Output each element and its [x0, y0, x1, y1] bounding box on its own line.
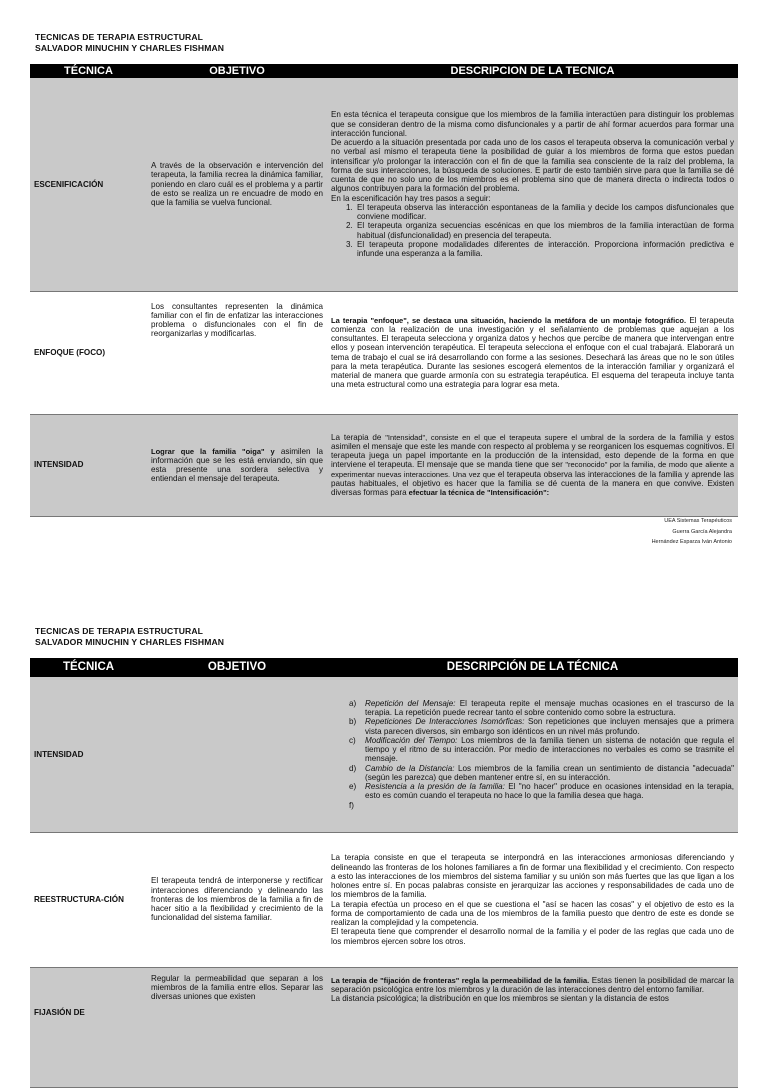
item-term: Repeticiones De Interacciones Isomórficas: — [365, 717, 525, 727]
step-item: 1. El terapeuta observa las interacción espontaneas de la familia y decide los campos disfuncionales que conviene modificar. — [355, 203, 734, 222]
step-item: 2. El terapeuta organiza secuencias escénicas en que los miembros de la familia interactúan de forma habitual (disfuncionalidad) en presencia del terapeuta. — [355, 221, 734, 240]
item-text: Son repeticiones que incluyen mensajes que a primera vista parecen diversos, sin embargo son idénticos en un nivel más profundo. — [365, 717, 734, 736]
technique-objective: Regular la permeabilidad que separan a los miembros de la familia entre ellos. Separar las diversas uniones que existen — [147, 967, 327, 1087]
techniques-table — [30, 64, 738, 517]
item-marker: b) — [349, 717, 357, 727]
list-item — [349, 698, 734, 718]
description-text: "Intensidad", consiste en el que el terapeuta supere el umbral de la sordera de la — [385, 432, 676, 442]
footer-line: Hernández Esparza Iván Antonio — [651, 539, 732, 546]
item-marker: f) — [349, 800, 354, 810]
technique-name: ESCENIFICACIÓN — [30, 78, 147, 291]
table-row — [30, 291, 738, 414]
title-line-1: TECNICAS DE TERAPIA ESTRUCTURAL — [35, 32, 203, 42]
description-text: "reconocido" por la familia, de modo que aliente a experimentar nuevas interacciones. Una vez que — [331, 460, 735, 479]
description-text: Estas tienen la posibilidad de marcar la separación psicológica entre los miembros y la duración de las interacciones dentro del entorno familiar. — [331, 975, 734, 994]
technique-objective: A través de la observación e intervención del terapeuta, la familia recrea la dinámica familiar, poniendo en claro cuál es el problema y a partir de esto se realiza un re encuadre de modo en que la familia se vuelva funcional. — [147, 78, 327, 291]
technique-name: FIJASIÓN DE — [30, 967, 147, 1087]
list-item — [349, 800, 734, 810]
description-paragraph: En la escenificación hay tres pasos a seguir: — [331, 193, 491, 203]
objective-text: asimilen la información que se les está enviando, sin que esta presente una sordera selectiva y entiendan el mensaje del terapeuta. — [151, 446, 323, 484]
description-lead: La terapia "enfoque", se destaca una situación, haciendo la metáfora de un montaje fotográfico. — [331, 315, 687, 325]
item-marker: d) — [349, 763, 357, 773]
description-text: El terapeuta comienza con la realización de una investigación y el señalamiento de problemas que aquejan a los consultantes. El terapeuta selecciona y organiza datos y hechos que percibe de manera que intervengan entre ellos y posean intervención terapéutica. El terapeuta selecciona el enfoque con el cual trabajará. Elaborará un tema de trabajo el cual se irá desarrollando con forme a las sesiones. Desechará las áreas que no le son útiles para la meta terapéutica. Durante las sesiones escogerá elementos de la interacción familiar y organizará el material de manera que guarde armonía con su estrategia terapéutica. El esquema del terapeuta incluye tanta una meta estructural como una estrategia para lograr esa meta. — [331, 315, 734, 390]
table-row — [30, 832, 738, 967]
technique-name: REESTRUCTURA-CIÓN — [30, 832, 147, 967]
technique-name: INTENSIDAD — [30, 677, 147, 832]
technique-objective: El terapeuta tendrá de interponerse y rectificar interacciones diferenciando y delineando las fronteras de los miembros de la familia a fin de hacer sitio a la flexibilidad y crecimiento de la funcionalidad del sistema familiar. — [147, 832, 327, 967]
item-marker: e) — [349, 782, 357, 791]
objective-lead: Lograr que la familia "oiga" y — [151, 446, 275, 456]
document-title — [35, 32, 224, 53]
intensity-forms-list — [331, 699, 734, 810]
table-header-row — [30, 658, 738, 677]
table-row — [30, 677, 738, 832]
list-item — [349, 782, 734, 801]
technique-description — [327, 414, 738, 516]
technique-description — [327, 967, 738, 1087]
technique-description — [327, 677, 738, 832]
list-item — [349, 735, 734, 764]
table-header-row — [30, 64, 738, 78]
title-line-1: TECNICAS DE TERAPIA ESTRUCTURAL — [35, 626, 203, 636]
header-objetivo: OBJETIVO — [147, 64, 327, 78]
description-text: el terapeuta observa las interacciones de la familia y aprende las pautas habituales, el objetivo es hacer que la familia se dé cuenta de la manera en que convive. Existen diversas formas para — [331, 469, 734, 498]
steps-list — [331, 203, 734, 259]
technique-objective — [147, 414, 327, 516]
description-paragraph: La terapia efectúa un proceso en el que se cuestiona el "así se hacen las cosas" y el objetivo de esto es la forma de comportamiento de cada una de los miembros de la familia puesto que dentro de este es donde se realizan la complejidad y la competencia. — [331, 899, 734, 927]
title-line-2: SALVADOR MINUCHIN Y CHARLES FISHMAN — [35, 42, 225, 53]
table-row — [30, 967, 738, 1087]
technique-name: ENFOQUE (FOCO) — [30, 291, 147, 414]
header-descripcion: DESCRIPCIÓN DE LA TÉCNICA — [327, 658, 738, 677]
technique-objective: Los consultantes representen la dinámica familiar con el fin de enfatizar las interacciones problema o disfuncionales con el fin de reorganizarlas y modificarlas. — [147, 291, 327, 414]
item-term: Resistencia a la presión de la familia: — [365, 782, 505, 791]
description-paragraph: La terapia consiste en que el terapeuta se interpondrá en las interacciones armoniosas diferenciando y delineando las fronteras de los holones familiares a fin de formar una flexibilidad y el crecimiento. Con respecto a esto las interacciones de los miembros del sistema familiar y su unión son más fuertes que las que ligan a los holones entre sí. En pocas palabras consiste en jerarquizar las acciones y responsabilidades de cada uno de los miembros de la familia. — [331, 853, 734, 900]
item-text: Los miembros de la familia tienen un sistema de notación que regula el tiempo y el ritmo de su interacción. Por medio de interacciones no verbales es como se trasmite el mensaje. — [365, 735, 734, 764]
item-text: Los miembros de la familia crean un sentimiento de distancia "adecuada" (según les parezca) que deben mantener entre sí, en su interacción. — [365, 763, 734, 782]
header-tecnica: TÉCNICA — [30, 658, 147, 677]
description-text: familia y estos asimilen el mensaje que este les mande con respecto al problema y se reorganicen los esquemas cognitivos. El terapeuta juega un papel importante en la producción de la intensidad, esto depende de la forma en que interviene el terapeuta. El mensaje que se manda tiene que ser — [331, 432, 734, 470]
technique-description — [327, 832, 738, 967]
footer-line: Guerra García Alejandra — [672, 528, 732, 535]
document-page-2 — [0, 585, 768, 1024]
item-marker: c) — [349, 735, 356, 745]
description-paragraph: De acuerdo a la situación presentada por cada uno de los casos el terapeuta observa la comunicación verbal y no verbal así mismo el terapeuta tiene la posibilidad de guiar a los miembros de forma que estos puedan intensificar y/o prolongar la interacción con el fin de que la familia sea consciente de la raíz del problema, la forma de sus interacciones, la búsqueda de soluciones. E partir de esto también sirve para que la familia se dé cuenta de que no solo uno de los miembros es el problema sino que de manera directa o indirecta todos o algunos contribuyen para la formación del problema. — [331, 138, 734, 194]
item-marker: a) — [349, 698, 357, 708]
techniques-table — [30, 658, 738, 1088]
page-footer — [652, 516, 732, 548]
header-objetivo: OBJETIVO — [147, 658, 327, 677]
item-term: Cambio de la Distancia: — [365, 763, 455, 773]
description-lead: La terapia de "fijación de fronteras" regla la permeabilidad de la familia. — [331, 975, 590, 985]
item-text: El terapeuta repite el mensaje muchas ocasiones en el trascurso de la terapia. La repetición puede recrear tanto el sobre contenido como sobre la estructura. — [365, 698, 734, 717]
list-item — [349, 763, 734, 783]
table-row — [30, 78, 738, 291]
document-title — [35, 626, 224, 647]
item-term: Modificación del Tiempo: — [365, 735, 458, 745]
step-item: 3. El terapeuta propone modalidades diferentes de interacción. Proporciona información predictiva e infunde una esperanza a la familia. — [355, 240, 734, 259]
title-line-2: SALVADOR MINUCHIN Y CHARLES FISHMAN — [35, 636, 225, 647]
table-row — [30, 414, 738, 516]
technique-description — [327, 291, 738, 414]
technique-objective — [147, 677, 327, 832]
list-item — [349, 717, 734, 736]
technique-description — [327, 78, 738, 291]
technique-name: INTENSIDAD — [30, 414, 147, 516]
description-paragraph: En esta técnica el terapeuta consigue que los miembros de la familia interactúen para distinguir los problemas que se consideran dentro de la misma como disfuncionales y a partir de ahí formar acuerdos para formar una interacción funcional. — [331, 110, 734, 138]
header-tecnica: TÉCNICA — [30, 64, 147, 78]
item-term: Repetición del Mensaje: — [365, 698, 456, 708]
item-text: El "no hacer" produce en ocasiones intensidad en la terapia, esto es común cuando el terapeuta no hace lo que la familia desea que haga. — [365, 782, 734, 801]
footer-line: UEA Sistemas Terapéuticos — [664, 518, 732, 524]
description-text: La terapia de — [331, 432, 386, 442]
description-text: efectuar la técnica de "Intensificación": — [406, 488, 550, 498]
description-paragraph: La distancia psicológica; la distribución en que los miembros se sientan y la distancia de estos — [331, 994, 669, 1003]
description-paragraph: El terapeuta tiene que comprender el desarrollo normal de la familia y el poder de las reglas que cada uno de los miembros ejercen sobre los otros. — [331, 927, 734, 946]
header-descripcion: DESCRIPCION DE LA TECNICA — [327, 64, 738, 78]
